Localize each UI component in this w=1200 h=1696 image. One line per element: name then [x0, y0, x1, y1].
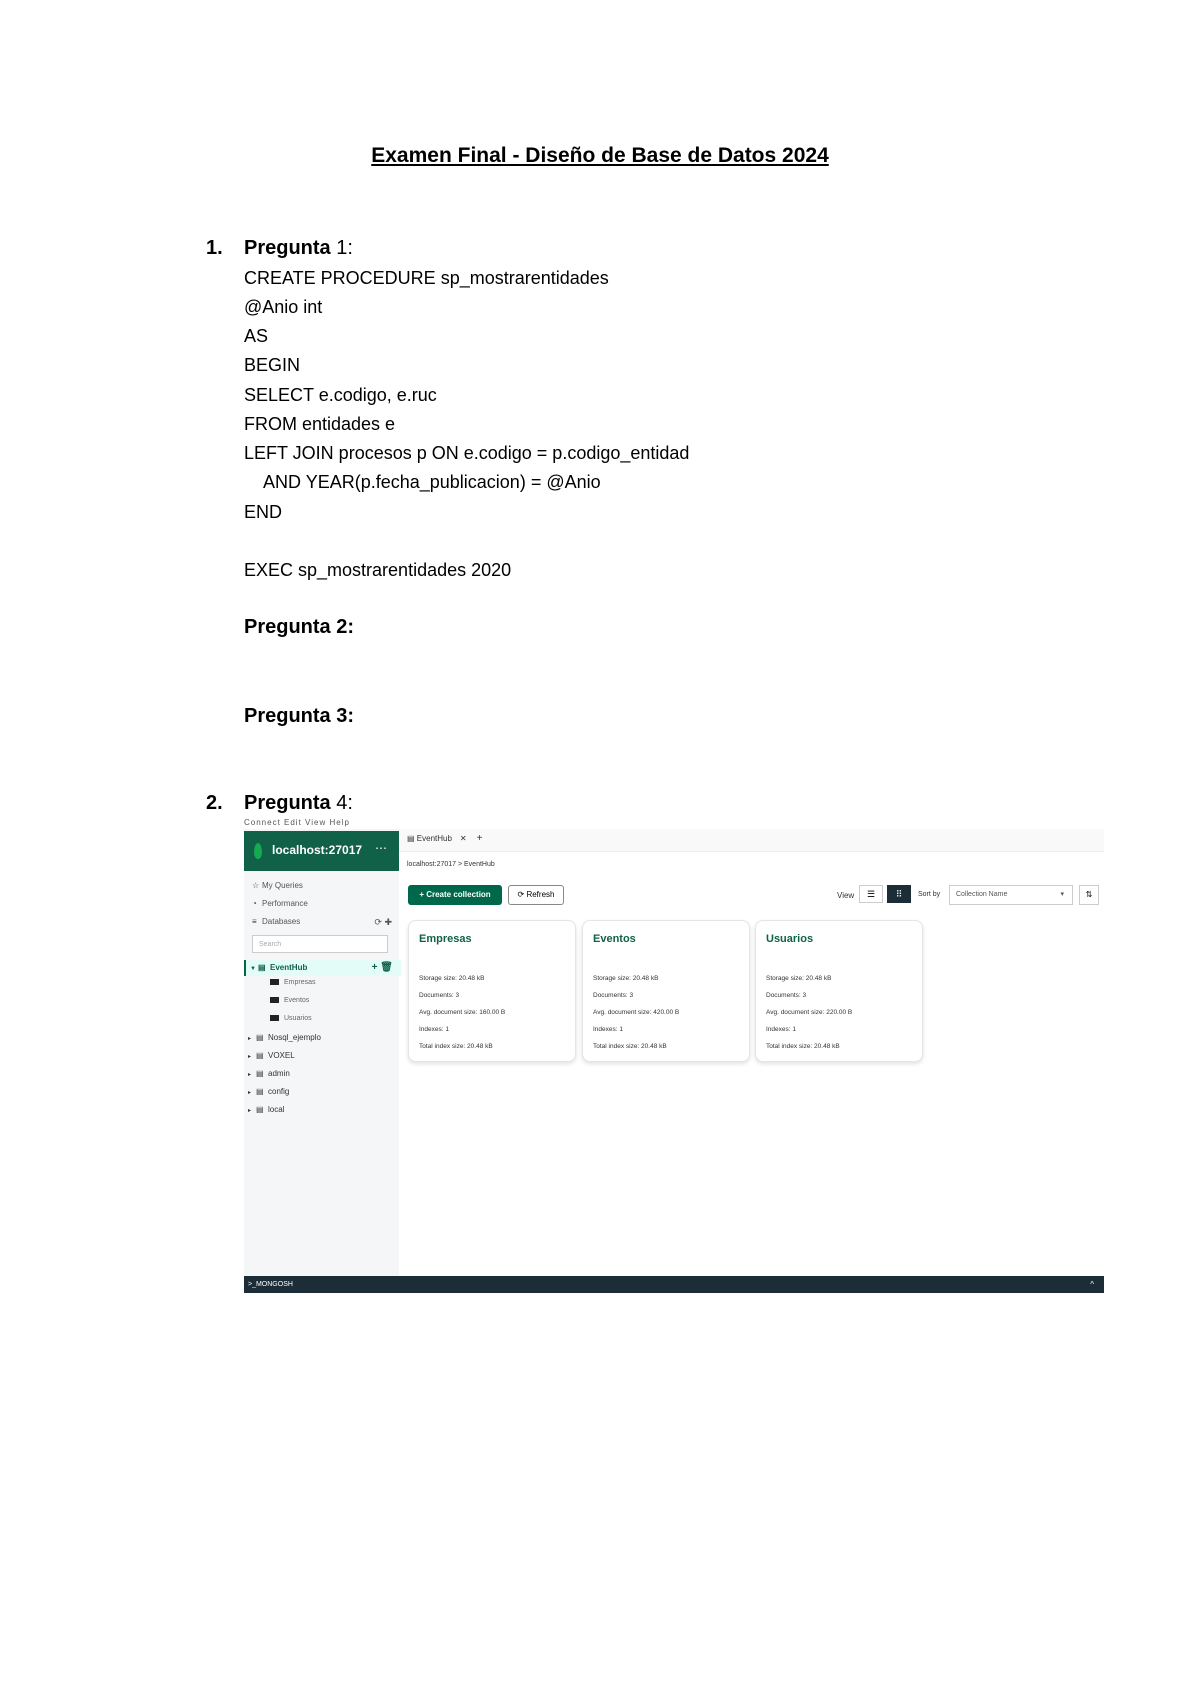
expand-right-icon: ▸ — [248, 1036, 252, 1042]
database-icon: ▤ — [407, 834, 417, 843]
database-icon: ≡ — [252, 917, 257, 926]
database-row-eventhub[interactable] — [244, 960, 401, 976]
database-name: Nosql_ejemplo — [268, 1033, 321, 1042]
collection-name: Eventos — [284, 997, 310, 1004]
question-1-heading — [244, 237, 353, 260]
avg-document-size: Avg. document size: 420.00 B — [593, 1009, 680, 1016]
tab-eventhub[interactable] — [407, 833, 482, 844]
sidebar-item-label: Databases — [262, 917, 301, 926]
document-count: Documents: 3 — [419, 992, 460, 999]
new-tab-icon[interactable]: + — [476, 833, 483, 844]
database-row[interactable] — [244, 1102, 399, 1118]
code-line: FROM entidades e — [244, 414, 396, 434]
collection-item[interactable] — [270, 979, 316, 986]
collection-card-eventos[interactable] — [582, 920, 750, 1062]
queries-icon: ☆ — [252, 881, 260, 890]
collection-card-name: Usuarios — [766, 933, 814, 945]
code-line: AS — [244, 326, 269, 346]
sort-value: Collection Name — [956, 891, 1008, 898]
sort-select[interactable] — [949, 885, 1073, 905]
index-count: Indexes: 1 — [766, 1026, 796, 1033]
sidebar-item-label: Performance — [262, 899, 308, 908]
database-name: VOXEL — [268, 1051, 295, 1060]
expand-right-icon: ▸ — [248, 1054, 252, 1060]
question-4-heading-rest: 4: — [330, 792, 353, 814]
database-icon: ▤ — [256, 1069, 264, 1078]
close-icon[interactable]: ✕ — [459, 834, 467, 843]
tab-bar — [399, 829, 1104, 852]
tab-label: EventHub — [416, 834, 452, 843]
collection-card-name: Empresas — [419, 933, 472, 945]
database-icon: ▤ — [256, 1033, 264, 1042]
button-label: Refresh — [526, 890, 555, 899]
add-and-delete-icons[interactable]: + 🗑 — [371, 962, 393, 973]
database-icon: ▤ — [256, 1087, 264, 1096]
sort-label: Sort by — [918, 891, 941, 898]
question-1-heading-bold: Pregunta — [244, 237, 331, 259]
storage-size: Storage size: 20.48 kB — [419, 975, 485, 982]
mongodb-leaf-icon — [254, 843, 262, 859]
question-4-heading — [244, 792, 353, 815]
avg-document-size: Avg. document size: 220.00 B — [766, 1009, 853, 1016]
plus-icon: + — [419, 890, 427, 899]
refresh-button[interactable] — [508, 885, 564, 905]
chevron-up-icon[interactable]: ^ — [1090, 1280, 1094, 1289]
button-label: Create collection — [426, 890, 491, 899]
storage-size: Storage size: 20.48 kB — [766, 975, 832, 982]
total-index-size: Total index size: 20.48 kB — [593, 1043, 667, 1050]
expand-right-icon: ▸ — [248, 1090, 252, 1096]
code-line: LEFT JOIN procesos p ON e.codigo = p.codigo_entidad — [244, 443, 690, 463]
collection-item[interactable] — [270, 997, 309, 1004]
index-count: Indexes: 1 — [593, 1026, 623, 1033]
more-options-icon[interactable]: ⋯ — [375, 841, 387, 855]
database-icon: ▤ — [258, 963, 266, 972]
list-number-1: 1. — [206, 237, 223, 259]
database-name: EventHub — [270, 963, 308, 972]
sidebar-item-label: My Queries — [262, 881, 303, 890]
compass-menu-bar: Connect Edit View Help — [244, 818, 350, 827]
sidebar-item-performance[interactable] — [252, 899, 308, 908]
question-4-heading-bold: Pregunta — [244, 792, 331, 814]
compass-screenshot — [244, 829, 1104, 1293]
compass-sidebar — [244, 829, 399, 1276]
code-line: SELECT e.codigo, e.ruc — [244, 385, 437, 405]
sidebar-item-my-queries[interactable] — [252, 881, 303, 890]
database-name: admin — [268, 1069, 290, 1078]
total-index-size: Total index size: 20.48 kB — [766, 1043, 840, 1050]
collection-item[interactable] — [270, 1015, 312, 1022]
collection-card-usuarios[interactable] — [755, 920, 923, 1062]
database-icon: ▤ — [256, 1051, 264, 1060]
database-search-input[interactable]: Search — [252, 935, 388, 953]
code-line: AND YEAR(p.fecha_publicacion) = @Anio — [244, 472, 601, 492]
document-title: Examen Final - Diseño de Base de Datos 2024 — [371, 144, 829, 167]
database-row[interactable] — [244, 1066, 399, 1082]
refresh-icon: ⟳ — [517, 890, 527, 899]
document-count: Documents: 3 — [593, 992, 634, 999]
expand-right-icon: ▸ — [248, 1072, 252, 1078]
collection-card-empresas[interactable] — [408, 920, 576, 1062]
list-number-2: 2. — [206, 792, 223, 814]
question-1-heading-rest: 1: — [330, 237, 353, 259]
collection-name: Usuarios — [284, 1015, 312, 1022]
connection-name: localhost:27017 — [272, 843, 363, 857]
database-name: config — [268, 1087, 290, 1096]
connection-header[interactable] — [244, 831, 399, 871]
database-row[interactable] — [244, 1048, 399, 1064]
chevron-down-icon: ▾ — [1060, 891, 1064, 898]
folder-icon — [270, 997, 279, 1003]
list-view-toggle[interactable]: ☰ — [859, 885, 883, 903]
performance-icon: ◔ — [252, 899, 257, 908]
code-line: CREATE PROCEDURE sp_mostrarentidades — [244, 268, 609, 288]
expand-down-icon: ▼ — [250, 966, 256, 972]
storage-size: Storage size: 20.48 kB — [593, 975, 659, 982]
question-3-heading: Pregunta 3: — [244, 705, 355, 727]
grid-view-toggle[interactable]: ⠿ — [887, 885, 911, 903]
folder-icon — [270, 1015, 279, 1021]
database-row[interactable] — [244, 1030, 399, 1046]
code-line: END — [244, 502, 283, 522]
create-collection-button[interactable] — [408, 885, 502, 905]
collection-name: Empresas — [284, 979, 316, 986]
code-line: BEGIN — [244, 355, 301, 375]
expand-right-icon: ▸ — [248, 1108, 252, 1114]
question-2-heading: Pregunta 2: — [244, 616, 355, 638]
database-icon: ▤ — [256, 1105, 264, 1114]
mongosh-label: >_MONGOSH — [248, 1281, 293, 1288]
index-count: Indexes: 1 — [419, 1026, 449, 1033]
breadcrumb[interactable]: localhost:27017 > EventHub — [407, 861, 495, 868]
total-index-size: Total index size: 20.48 kB — [419, 1043, 493, 1050]
code-line: EXEC sp_mostrarentidades 2020 — [244, 560, 512, 580]
mongosh-bar[interactable] — [244, 1276, 1104, 1293]
sort-direction-button[interactable]: ⇅ — [1079, 885, 1099, 905]
code-line: @Anio int — [244, 297, 323, 317]
collection-card-name: Eventos — [593, 933, 636, 945]
avg-document-size: Avg. document size: 160.00 B — [419, 1009, 506, 1016]
view-label: View — [837, 891, 855, 900]
refresh-and-add-icons[interactable]: ⟳ ✚ — [374, 917, 392, 927]
sidebar-item-databases[interactable] — [252, 917, 392, 926]
folder-icon — [270, 979, 279, 985]
database-row[interactable] — [244, 1084, 399, 1100]
database-name: local — [268, 1105, 285, 1114]
document-count: Documents: 3 — [766, 992, 807, 999]
